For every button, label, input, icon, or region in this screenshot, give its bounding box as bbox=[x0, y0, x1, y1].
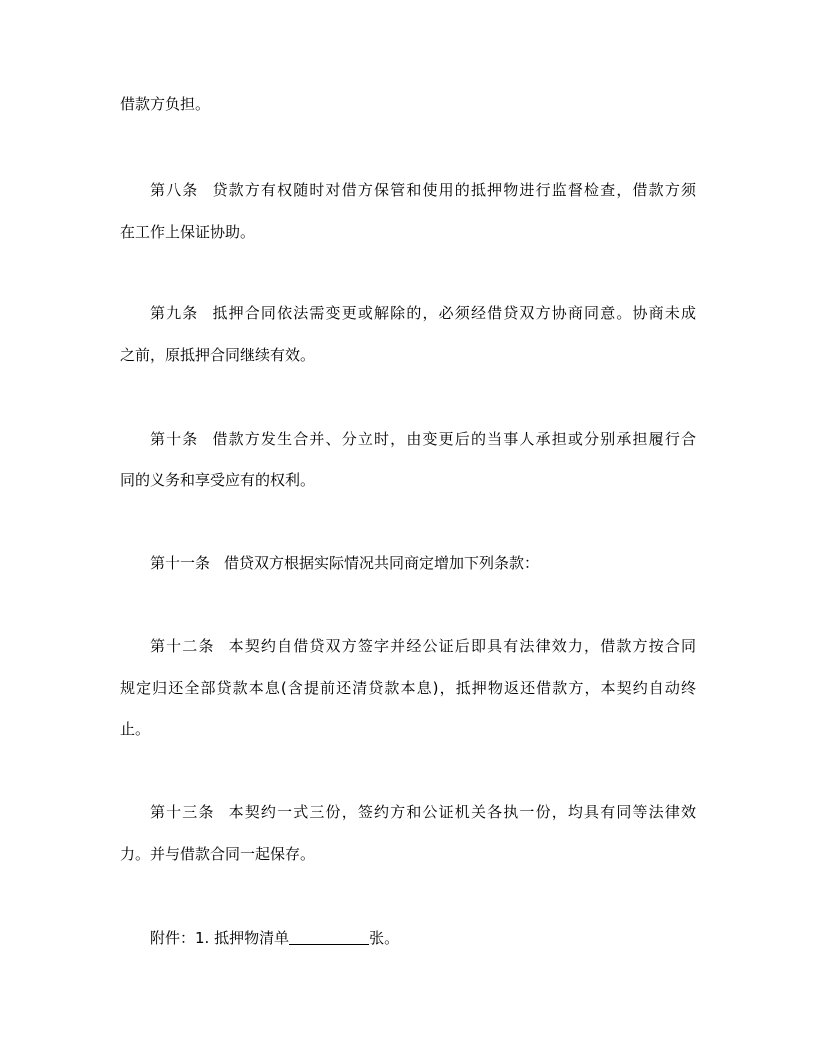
article-8-line-2: 在工作上保证协助。 bbox=[120, 223, 256, 241]
paragraph-continuation: 借款方负担。 bbox=[120, 95, 211, 113]
article-11-line-1 bbox=[150, 553, 730, 573]
article-13-number: 第十三条 bbox=[150, 803, 215, 821]
article-8-text-1: 贷款方有权随时对借方保管和使用的抵押物进行监督检查，借款方须 bbox=[212, 181, 696, 199]
article-13-text-1: 本契约一式三份，签约方和公证机关各执一份，均具有同等法律效 bbox=[228, 803, 696, 821]
attachment-line bbox=[150, 928, 730, 948]
article-9-line-1 bbox=[150, 303, 696, 323]
article-13-line-1 bbox=[150, 802, 696, 822]
article-12-line-3: 止。 bbox=[120, 720, 151, 738]
article-9-number: 第九条 bbox=[150, 304, 199, 322]
article-12-number: 第十二条 bbox=[150, 637, 215, 655]
attachment-text: 抵押物清单 bbox=[214, 929, 290, 947]
article-12-text-1: 本契约自借贷双方签字并经公证后即具有法律效力，借款方按合同 bbox=[228, 637, 696, 655]
attachment-blank-field bbox=[289, 928, 369, 945]
article-12-line-1 bbox=[150, 636, 696, 656]
article-10-text-1: 借款方发生合并、分立时，由变更后的当事人承担或分别承担履行合 bbox=[212, 430, 696, 448]
article-12-line-2: 规定归还全部贷款本息(含提前还清贷款本息)，抵押物返还借款方，本契约自动终 bbox=[120, 679, 696, 697]
article-8-line-1 bbox=[150, 180, 696, 200]
article-9-text-1: 抵押合同依法需变更或解除的，必须经借贷双方协商同意。协商未成 bbox=[212, 304, 696, 322]
article-11-text-1: 借贷双方根据实际情况共同商定增加下列条款： bbox=[224, 554, 540, 572]
article-11-number: 第十一条 bbox=[150, 554, 211, 572]
article-9-line-2: 之前，原抵押合同继续有效。 bbox=[120, 346, 316, 364]
article-10-number: 第十条 bbox=[150, 430, 199, 448]
attachment-suffix: 张。 bbox=[369, 929, 400, 947]
article-10-line-1 bbox=[150, 429, 696, 449]
article-10-line-2: 同的义务和享受应有的权利。 bbox=[120, 471, 316, 489]
attachment-label: 附件：1. bbox=[150, 929, 210, 947]
article-13-line-2: 力。并与借款合同一起保存。 bbox=[120, 845, 316, 863]
article-8-number: 第八条 bbox=[150, 181, 199, 199]
